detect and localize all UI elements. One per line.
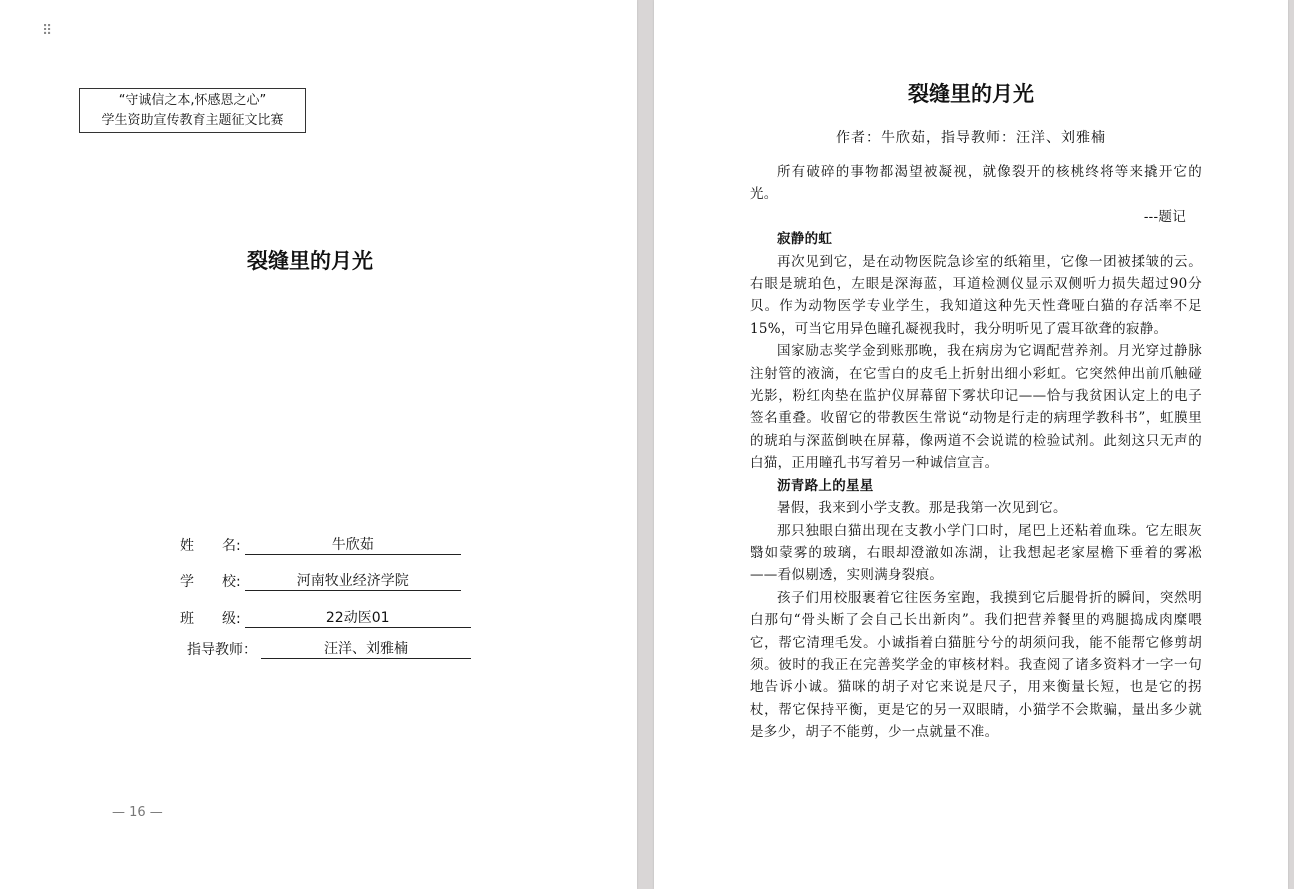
paragraph: 孩子们用校服裹着它往医务室跑，我摸到它后腿骨折的瞬间，突然明白那句“骨头断了会自己长出新肉”。我们把营养餐里的鸡腿捣成肉糜喂它，帮它清理毛发。小诚指着白猫脏兮兮的胡须问我，能不能帮它修剪胡须。彼时的我正在完善奖学金的审核材料。我查阅了诸多资料才一字一句地告诉小诚。猫咪的胡子对它来说是尺子，用来衡量长短，也是它的拐杖，帮它保持平衡，更是它的另一双眼睛，小猫学不会欺骗，量出多少就是多少，胡子不能剪，少一点就量不准。: [750, 589, 1202, 741]
info-value-name: 牛欣茹: [245, 536, 461, 555]
section-heading: 沥青路上的星星: [777, 477, 874, 494]
article-body: [750, 161, 1202, 744]
paragraph: 那只独眼白猫出现在支教小学门口时，尾巴上还粘着血珠。它左眼灰翳如蒙雾的玻璃，右眼却澄澈如冻湖，让我想起老家屋檐下垂着的雾凇——看似剔透，实则满身裂痕。: [750, 522, 1202, 584]
info-value-school: 河南牧业经济学院: [245, 572, 461, 591]
info-label: 班 级:: [180, 611, 241, 627]
cover-title: 裂缝里的月光: [247, 249, 373, 273]
contest-title-box: [79, 88, 306, 133]
epigraph-signature: ---题记: [1143, 208, 1186, 225]
info-row-name: [180, 535, 461, 555]
author-line: 作者：牛欣茹，指导教师：汪洋、刘雅楠: [836, 130, 1106, 146]
paragraph: 暑假，我来到小学支教。那是我第一次见到它。: [777, 500, 1067, 517]
contest-line-1: “守诚信之本,怀感恩之心”: [118, 93, 267, 108]
article-title: 裂缝里的月光: [908, 81, 1034, 106]
page-number: — 16 —: [112, 805, 163, 820]
contest-line-2: 学生资助宣传教育主题征文比赛: [101, 113, 284, 128]
info-value-class: 22动医01: [245, 609, 471, 628]
info-label: 学 校:: [180, 574, 241, 590]
info-row-advisor: [187, 639, 471, 659]
paragraph: 所有破碎的事物都渴望被凝视，就像裂开的核桃终将等来撬开它的光。: [750, 164, 1202, 203]
info-row-class: [180, 608, 471, 628]
drag-handle-icon[interactable]: ⠿: [42, 23, 52, 39]
info-label: 姓 名:: [180, 538, 241, 554]
paragraph: 再次见到它，是在动物医院急诊室的纸箱里，它像一团被揉皱的云。右眼是琥珀色，左眼是深海蓝，耳道检测仪显示双侧听力损失超过90分贝。作为动物医学专业学生，我知道这种先天性聋哑白猫的存活率不足15%，可当它用异色瞳孔凝视我时，我分明听见了震耳欲聋的寂静。: [750, 253, 1202, 337]
paragraph: 国家励志奖学金到账那晚，我在病房为它调配营养剂。月光穿过静脉注射管的液滴，在它雪白的皮毛上折射出细小彩虹。它突然伸出前爪触碰光影，粉红肉垫在监护仪屏幕留下雾状印记——恰与我贫困认定上的电子签名重叠。收留它的带教医生常说“动物是行走的病理学教科书”，虹膜里的琥珀与深蓝倒映在屏幕，像两道不会说谎的检验试剂。此刻这只无声的白猫，正用瞳孔书写着另一种诚信宣言。: [750, 343, 1202, 472]
left-page: [0, 0, 637, 889]
info-row-school: [180, 571, 461, 591]
section-heading: 寂静的虹: [777, 231, 833, 248]
info-label: 指导教师：: [187, 642, 257, 658]
info-value-advisor: 汪洋、刘雅楠: [261, 640, 471, 659]
